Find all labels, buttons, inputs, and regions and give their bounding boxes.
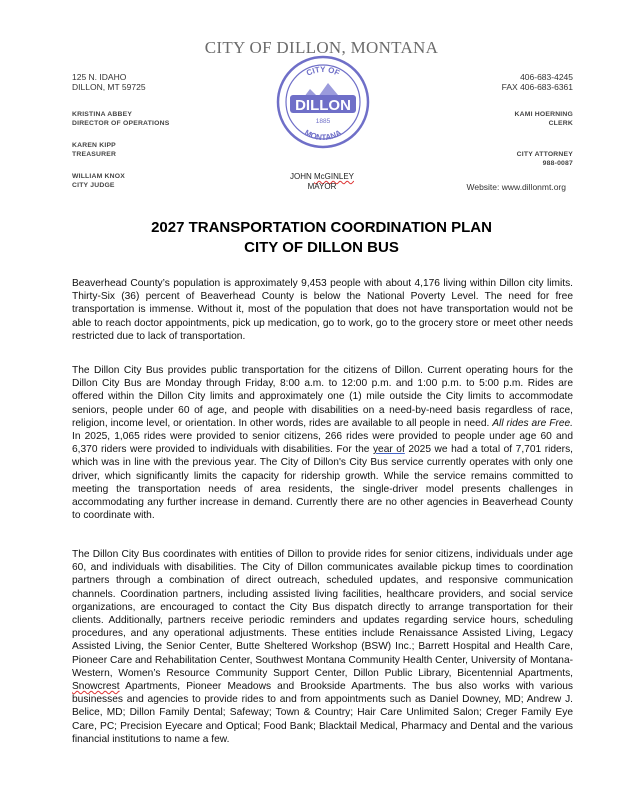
paragraph-coordination xyxy=(72,548,573,746)
mayor-name xyxy=(272,172,372,182)
address-block xyxy=(72,72,146,92)
seal-year: 1885 xyxy=(315,118,331,125)
official-title: CITY JUDGE xyxy=(72,181,115,189)
address-line-1: 125 N. IDAHO xyxy=(72,72,127,82)
official-abbey xyxy=(72,111,169,128)
official-title: CLERK xyxy=(548,119,573,127)
city-seal-logo xyxy=(276,55,370,149)
official-name: WILLIAM KNOX xyxy=(72,173,125,180)
official-title: 988-0087 xyxy=(542,159,573,167)
paragraph-service xyxy=(72,364,573,522)
city-title: CITY OF DILLON, MONTANA xyxy=(204,38,439,57)
official-hoerning xyxy=(440,111,573,128)
seal-main-text: DILLON xyxy=(295,97,351,114)
address-line-2: DILLON, MT 59725 xyxy=(72,82,146,92)
text-run-underlined: year of xyxy=(372,444,405,456)
mayor-block xyxy=(272,172,372,192)
text-run: 2025 we had a total of 7,701 riders, which was in line with the previous year. The City of Dillon's City Bus service currently operates with only one driver, which significantly limits the capacity for ridership growth. While the service remains committed to meeting the transportation needs of area residents, the single-driver model presents challenges in accommodating any further increase in demand. Currently there are no other agencies in Beaverhead County to coordinate with. xyxy=(72,444,573,522)
contact-block xyxy=(420,72,573,92)
official-kipp xyxy=(72,142,116,159)
phone-number: 406-683-4245 xyxy=(520,72,573,82)
official-knox xyxy=(72,173,125,190)
text-run: Apartments, Pioneer Meadows and Brookside Apartments. The bus also works with various businesses and agencies to provide rides to and from appointments such as Daniel Downey, MD; Andrew J. Belice, MD; Dillon Family Dental; Safeway; Town & Country; Hair Care Unlimited Salon; Creger Family Eye Care, PC; Precision Eyecare and Optical; Food Bank; Blacktail Medical, Pharmacy and Dental and the various financial institutions to name a few. xyxy=(72,681,573,745)
official-name: CITY ATTORNEY xyxy=(516,151,573,158)
official-name: KAMI HOERNING xyxy=(514,111,573,118)
seal-graphic xyxy=(276,55,370,149)
text-run-italic: All rides are Free. xyxy=(492,417,573,429)
fax-number: FAX 406-683-6361 xyxy=(501,82,573,92)
seal-top-text: CITY OF xyxy=(305,64,342,78)
document-heading xyxy=(0,218,643,258)
heading-line-2: CITY OF DILLON BUS xyxy=(244,239,399,256)
text-run: In 2025, 1,065 rides were provided to senior citizens, 266 rides were provided to people under age 60 and 6,370 riders were provided to individuals with disabilities. For the xyxy=(72,431,573,456)
official-attorney xyxy=(440,151,573,168)
heading-line-1: 2027 TRANSPORTATION COORDINATION PLAN xyxy=(151,219,492,236)
website-link[interactable]: Website: www.dillonmt.org xyxy=(466,182,566,192)
official-name: KAREN KIPP xyxy=(72,142,116,149)
paragraph-population: Beaverhead County’s population is approximately 9,453 people with about 4,176 living within Dillon city limits. Thirty-Six (36) percent of Beaverhead County is below the National Poverty Level. The need for free transportation is immense. Without it, most of the population that does not have transportation would not be able to reach doctor appointments, pick up medication, go to work, go to the grocery store or meet other needs restricted due to lack of transportation. xyxy=(72,278,573,342)
text-run: The Dillon City Bus coordinates with entities of Dillon to provide rides for senior citizens, individuals under age 60, and individuals with disabilities. The City of Dillon communicates available pickup times to coordination partners through a combination of direct outreach, scheduled updates, and responsive communication channels. Coordination partners, including assisted living facilities, healthcare providers, and social service organizations, are encouraged to contact the City Bus dispatch directly to arrange transportation for their clients. Additionally, partners receive periodic reminders and updates regarding service hours, scheduling procedures, and any operational adjustments. These entities include Renaissance Assisted Living, Legacy Assisted Living, the Senior Center, Butte Sheltered Workshop (BSW) Inc.; Barrett Hospital and Health Care, Pioneer Care and Rehabilitation Center, Southwest Montana Community Health Center, University of Montana-Western, Women’s Resource Community Support Center, Dillon Public Library, Bicentennial Apartments, xyxy=(72,549,573,679)
mayor-last: McGINLEY xyxy=(313,172,354,181)
text-run: The Dillon City Bus provides public transportation for the citizens of Dillon. Current operating hours for the Dillon City Bus are Monday through Friday, 8:00 a.m. to 12:00 p.m. and 1:00 p.m. to 5:00 p.m. Rides are offered within the Dillon City limits and approximately one (1) mile outside the City limits to accommodate seniors, people under 60 of age, and people with disabilities on a need-by-need basis regardless of race, religion, income level, or orientation. In other words, rides are available to all people in need. xyxy=(72,365,573,429)
seal-bottom-text: MONTANA xyxy=(303,128,344,143)
official-title: DIRECTOR OF OPERATIONS xyxy=(72,119,170,127)
text-run-misspelled: Snowcrest xyxy=(72,681,120,693)
official-name: KRISTINA ABBEY xyxy=(72,111,133,118)
mayor-title: MAYOR xyxy=(307,182,337,191)
official-title: TREASURER xyxy=(72,150,117,158)
mayor-first: JOHN xyxy=(289,172,314,181)
